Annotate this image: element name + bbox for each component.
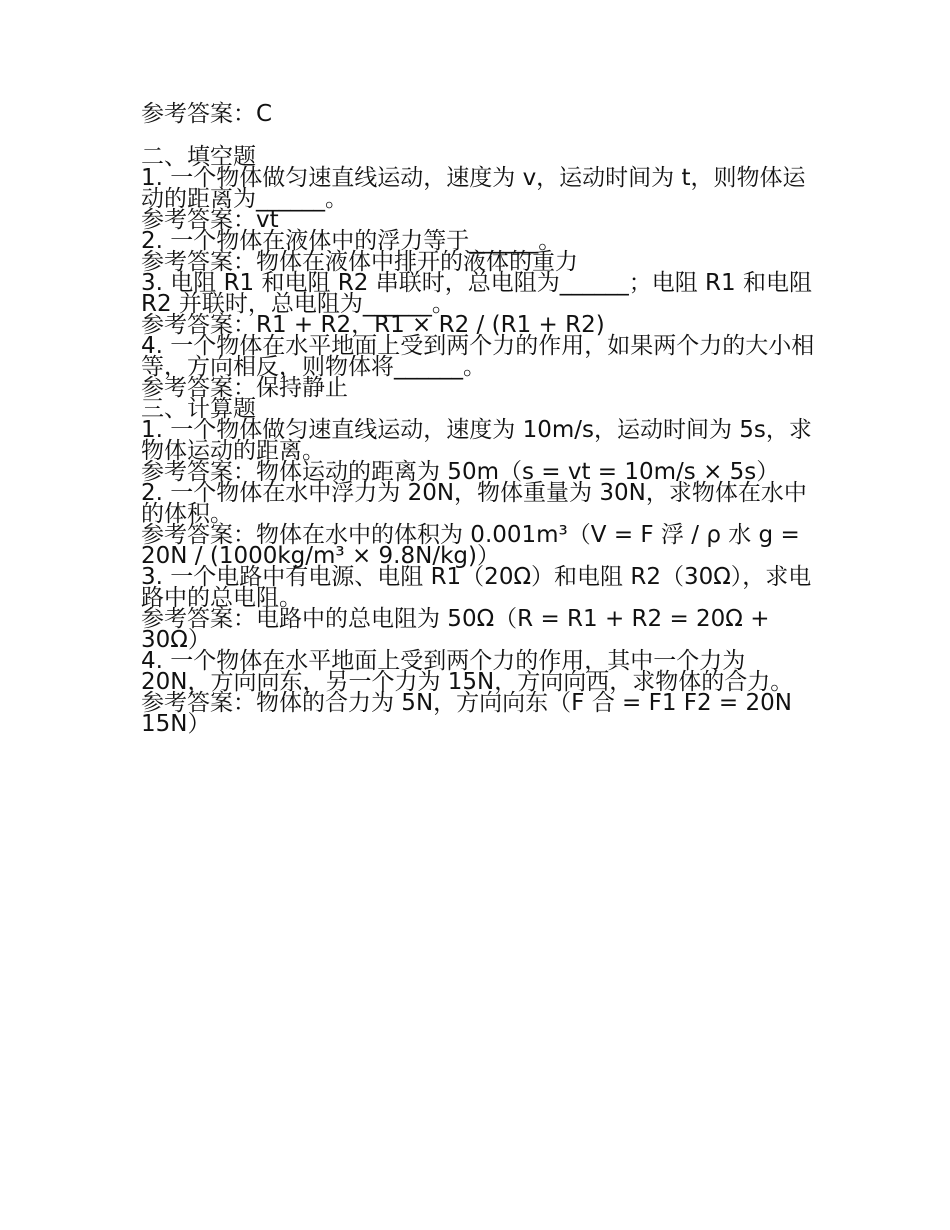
question-text: 1. 一个物体做匀速直线运动，速度为 v，运动时间为 t，则物体运动的距离为______。 [141,165,806,212]
answer-text: 参考答案：物体运动的距离为 50m（s = vt = 10m/s × 5s） [141,459,780,485]
question-text: 2. 一个物体在液体中的浮力等于______。 [141,228,562,254]
answer-text: 参考答案：物体在水中的体积为 0.001m³（V = F 浮 / ρ 水 g = 20N / (1000kg/m³ × 9.8N/kg)） [141,522,800,569]
answer-text: 参考答案：R1 + R2，R1 × R2 / (R1 + R2) [141,312,605,338]
section-heading-calculation: 三、计算题 [141,396,256,422]
answer-text: 参考答案：电路中的总电阻为 50Ω（R = R1 + R2 = 20Ω + 30Ω） [141,606,770,653]
question-text: 3. 电阻 R1 和电阻 R2 串联时，总电阻为______；电阻 R1 和电阻 R2 并联时，总电阻为______。 [141,270,812,317]
answer-text: 参考答案：物体在液体中排开的液体的重力 [141,249,578,275]
answer-text: 参考答案：保持静止 [141,375,348,401]
question-text: 4. 一个物体在水平地面上受到两个力的作用，其中一个力为 20N，方向向东，另一个力为 15N，方向向西，求物体的合力。 [141,648,794,695]
document-page [141,101,816,737]
question-text: 4. 一个物体在水平地面上受到两个力的作用，如果两个力的大小相等，方向相反，则物体将______。 [141,333,815,380]
section-heading-fill-in: 二、填空题 [141,144,256,170]
answer-text: 参考答案：vt [141,207,279,233]
question-text: 3. 一个电路中有电源、电阻 R1（20Ω）和电阻 R2（30Ω），求电路中的总电阻。 [141,564,812,611]
answer-text: 参考答案：C [141,101,273,127]
answer-text: 参考答案：物体的合力为 5N，方向向东（F 合 = F1 F2 = 20N 15N） [141,690,792,737]
question-text: 2. 一个物体在水中浮力为 20N，物体重量为 30N，求物体在水中的体积。 [141,480,807,527]
question-text: 1. 一个物体做匀速直线运动，速度为 10m/s，运动时间为 5s，求物体运动的距离。 [141,417,812,464]
